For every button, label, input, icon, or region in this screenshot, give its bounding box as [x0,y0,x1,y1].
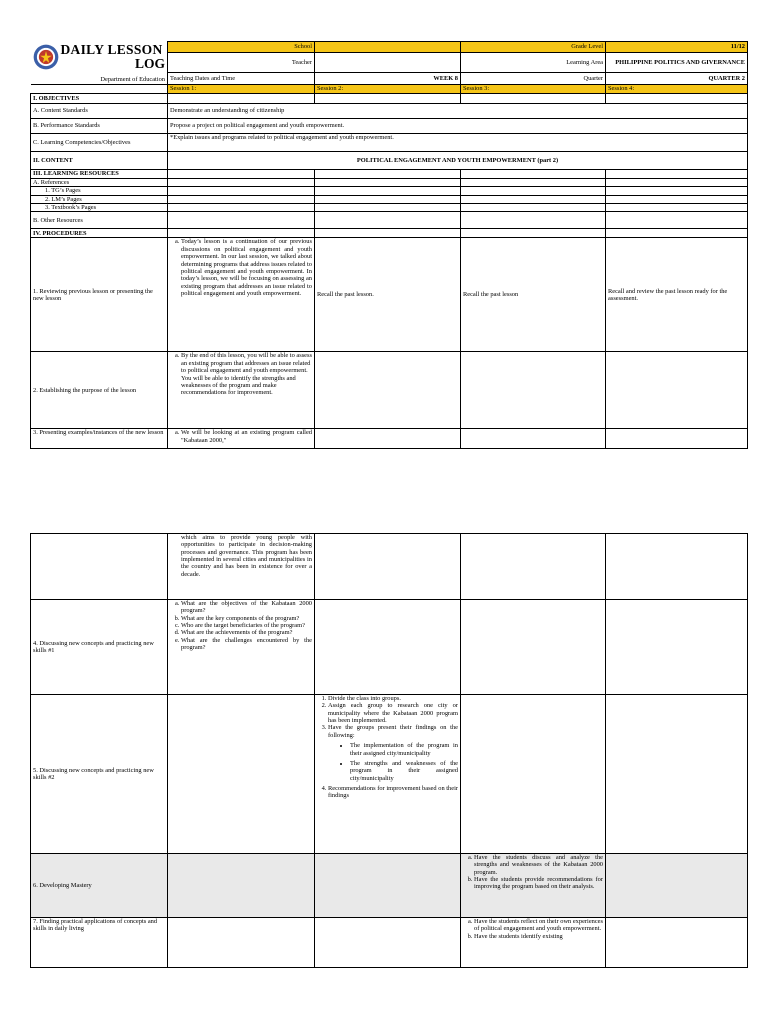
session-4-header: Session 4: [606,85,748,94]
quarter-value: QUARTER 2 [606,73,748,85]
procedure-3-label: 3. Presenting examples/instances of the new lesson [31,429,168,449]
procedure-2-session-1 [168,352,315,429]
list-item: b. What are the key components of the program? [181,615,312,622]
list-item: a. Have the students discuss and analyze the strengths and weaknesses of the Kabataan 2000 program. [474,854,603,876]
document-title-line2: LOG [134,55,165,71]
procedure-4-session-1 [168,600,315,695]
procedure-4-label: 4. Discussing new concepts and practicing new skills #1 [31,600,168,695]
school-value [315,42,461,53]
procedure-3-session-1-continued: which aims to provide young people with opportunities to participate in decision-making processes and governance. This program has been implemented in several cities and municipalities in the country and has been in existence for over a decade. [168,534,315,600]
list-item: a. We will be looking at an existing program called "Kabataan 2000," [181,429,312,444]
list-item: e. What are the challenges encountered by the program? [181,637,312,652]
school-label: School [168,42,315,53]
procedures-heading: IV. PROCEDURES [31,229,168,238]
tg-pages-label: 1. TG’s Pages [31,187,168,195]
procedure-3-session-1 [168,429,315,449]
quarter-label: Quarter [461,73,606,85]
list-item: 1. Divide the class into groups. [328,695,458,702]
session-row-blank [31,85,168,94]
objectives-heading: I. OBJECTIVES [31,94,168,104]
list-item: b. Have the students provide recommendations for improving the program based on their analysis. [474,876,603,891]
grade-level-label: Grade Level [461,42,606,53]
session-3-header: Session 3: [461,85,606,94]
learning-area-value: PHILIPPINE POLITICS AND GIVERNANCE [606,53,748,73]
week-value: WEEK 8 [315,73,461,85]
content-heading: II. CONTENT [31,152,168,170]
procedure-1-session-3: Recall the past lesson [461,238,606,352]
deped-seal-icon [33,44,59,70]
session-2-header: Session 2: [315,85,461,94]
header-logo-cell [31,42,168,85]
references-label: A. References [31,179,168,187]
procedure-7-label: 7. Finding practical applications of concepts and skills in daily living [31,918,168,968]
procedure-1-label: 1. Reviewing previous lesson or presenting the new lesson [31,238,168,352]
lesson-log-table-page1 [30,41,748,449]
competencies-label: C. Learning Competencies/Objectives [31,134,168,152]
list-item: 4. Recommendations for improvement based on their findings [328,785,458,800]
list-item: a. By the end of this lesson, you will be able to assess an existing program that addresses an issue related to political engagement and youth empowerment. You will be able to identify the strengths and weaknesses of the program and make recommendations for improvement. [181,352,312,396]
lesson-log-table-page2 [30,533,748,968]
content-value: POLITICAL ENGAGEMENT AND YOUTH EMPOWERMENT (part 2) [168,152,748,170]
list-item: a. Today’s lesson is a continuation of our previous discussions on political engagement and youth empowerment. In our last session, we talked about determining programs that address issues related to political engagement and youth empowerment. In today’s lesson, we will be focusing on assessing an existing program that addresses an issue related to political engagement and youth empowerment. [181,238,312,297]
content-standards-value: Demonstrate an understanding of citizenship [168,104,748,119]
procedure-6-label: 6. Developing Mastery [31,854,168,918]
list-item: a. Have the students reflect on their own experiences of political engagement and youth empowerment. [474,918,603,933]
other-resources-label: B. Other Resources [31,212,168,229]
list-item: b. Have the students identify existing [474,933,603,940]
teacher-value [315,53,461,73]
session-1-header: Session 1: [168,85,315,94]
procedure-6-session-3 [461,854,606,918]
bullet-item: • The strengths and weaknesses of the program in their assigned city/municipality [350,760,458,782]
list-item: 3. Have the groups present their findings on the following: • The implementation of the program in their assigned city/municipality • The strengths and weaknesses of the program in their assigned city/municipality [328,724,458,782]
bullet-item: • The implementation of the program in their assigned city/municipality [350,742,458,757]
textbook-pages-label: 3. Textbook’s Pages [31,204,168,212]
procedure-5-label: 5. Discussing new concepts and practicing new skills #2 [31,695,168,854]
list-item: a. What are the objectives of the Kabataan 2000 program? [181,600,312,615]
list-item: 2. Assign each group to research one city or municipality where the Kabataan 2000 program has been implemented. [328,702,458,724]
procedure-1-session-2: Recall the past lesson. [315,238,461,352]
competencies-value: *Explain issues and programs related to political engagement and youth empowerment. [168,134,748,152]
document-title-line1: DAILY LESSON [60,41,163,57]
procedure-1-session-4: Recall and review the past lesson ready for the assessment. [606,238,748,352]
procedure-5-session-2 [315,695,461,854]
teacher-label: Teacher [168,53,315,73]
list-item: c. Who are the target beneficiaries of the program? [181,622,312,629]
dates-label: Teaching Dates and Time [168,73,315,85]
procedure-3-label-continued [31,534,168,600]
lm-pages-label: 2. LM’s Pages [31,195,168,203]
list-item: d. What are the achievements of the program? [181,629,312,636]
department-label: Department of Education [100,75,165,83]
resources-heading: III. LEARNING RESOURCES [31,170,168,179]
procedure-2-label: 2. Establishing the purpose of the lesson [31,352,168,429]
learning-area-label: Learning Area [461,53,606,73]
procedure-7-session-3 [461,918,606,968]
content-standards-label: A. Content Standards [31,104,168,119]
performance-standards-label: B. Performance Standards [31,119,168,134]
grade-level-value: 11/12 [606,42,748,53]
procedure-1-session-1 [168,238,315,352]
performance-standards-value: Propose a project on political engagement and youth empowerment. [168,119,748,134]
